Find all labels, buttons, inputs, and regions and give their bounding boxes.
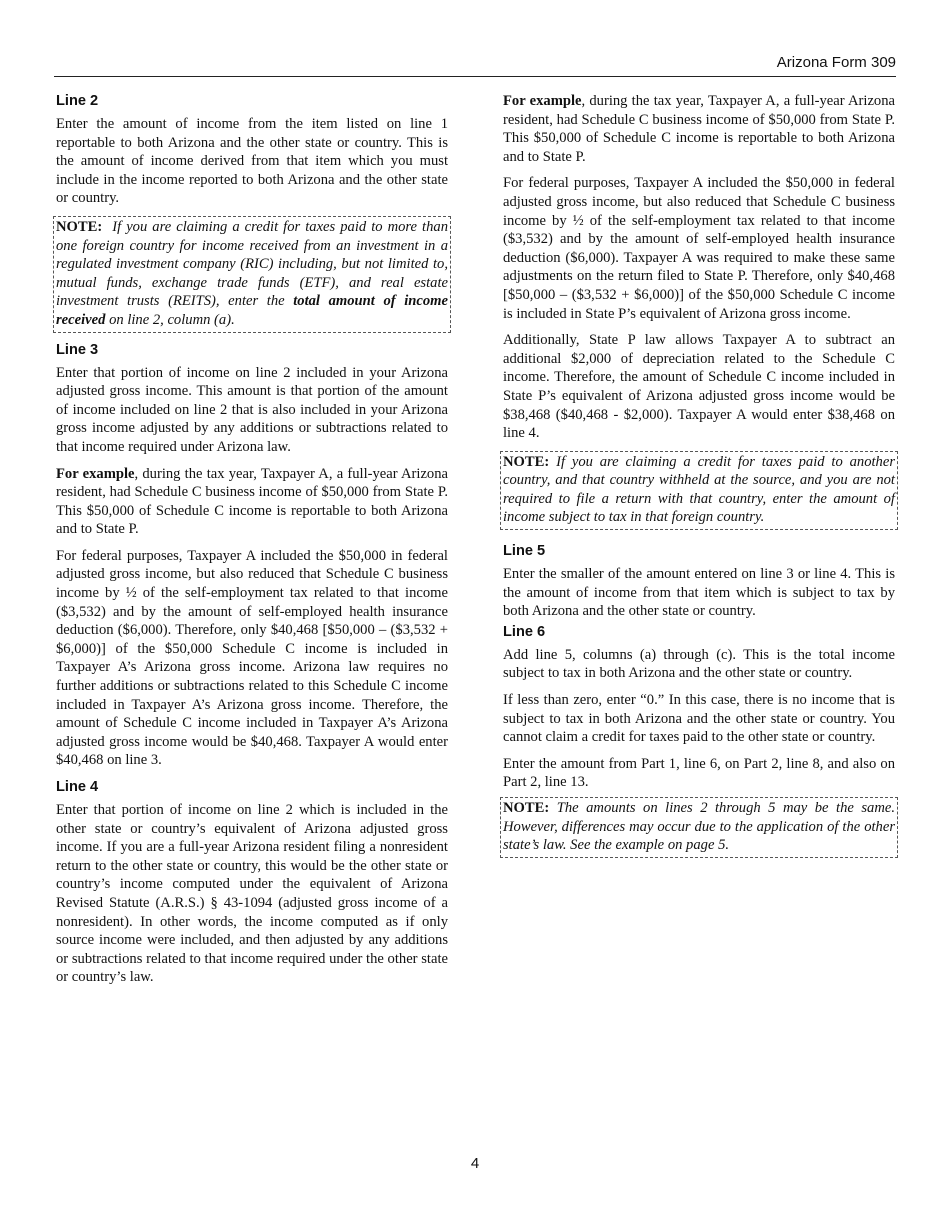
note-text-before: If you are claiming a credit for taxes paid to more than one foreign country for income received from an investment in a regulated investment company (RIC) including, but not limited to, mutual funds, exchange trade funds (ETF), and real estate investment trusts (REITS), enter the (56, 218, 448, 310)
note-label: NOTE: (503, 800, 550, 816)
line-4-example (503, 92, 895, 166)
left-column (56, 92, 448, 995)
line-2-section (56, 92, 448, 333)
example-label: For example (56, 465, 135, 482)
line-4-federal: For federal purposes, Taxpayer A included the $50,000 in federal adjusted gross income, but also reduced that Schedule C business income by ½ of the self-employment tax related to that income ($3,532) and by the amount of self-employed health insurance deduction ($6,000). Taxpayer A was required to make these same adjustments on the return filed to State P. Therefore, only $40,468 [$50,000 – ($3,532 + $6,000)] of the $50,000 Schedule C income is included in State P’s equivalent of Arizona gross income. (503, 175, 895, 322)
line-3-federal: For federal purposes, Taxpayer A included the $50,000 in federal adjusted gross income, but also reduced that Schedule C business income by ½ of the self-employment tax related to that income ($3,532) and by the amount of self-employed health insurance deduction ($6,000). Therefore, only $40,468 [$50,000 – ($3,532 + $6,000)] of the $50,000 Schedule C income is included in Taxpayer A’s Arizona gross income. Arizona law requires no further additions or subtractions related to this Schedule C income included in Taxpayer A’s Arizona gross income. Therefore, the amount of Schedule C income included in Taxpayer A’s Arizona adjusted gross income would be $40,468. Taxpayer A would enter $40,468 on line 3. (56, 547, 448, 769)
line-5-section (503, 542, 895, 621)
note-text: If you are claiming a credit for taxes paid to another country, and that country withheld at the source, and you are not required to file a return with that country, enter the amount of income subject to tax in that foreign country. (503, 453, 895, 526)
page-number: 4 (470, 1155, 480, 1172)
line-5-text: Enter the smaller of the amount entered on line 3 or line 4. This is the amount of income from that item which is subject to tax by both Arizona and the other state or country. (503, 566, 895, 620)
line-5-heading: Line 5 (503, 543, 546, 560)
example-label: For example (503, 93, 582, 109)
right-column (503, 92, 895, 866)
line-4-note (500, 451, 898, 530)
line-4-additional: Additionally, State P law allows Taxpayer A to subtract an additional $2,000 of depreciation related to the Schedule C income. Therefore, the amount of Schedule C income included in State P’s equivalent of Arizona adjusted gross income would be $38,468 ($40,468 - $2,000). Taxpayer A would enter $38,468 on line 4. (503, 332, 895, 442)
page-header (54, 54, 896, 77)
line-6-text-3: Enter the amount from Part 1, line 6, on Part 2, line 8, and also on Part 2, line 13. (503, 755, 895, 791)
example-text: , during the tax year, Taxpayer A, a full-year Arizona resident, had Schedule C business income of $50,000 from State P. This $50,000 of Schedule C income is reportable to both Arizona and to State P. (503, 93, 896, 165)
line-3-heading: Line 3 (56, 341, 99, 358)
note-emphasis: total amount of income received (56, 293, 449, 328)
line-3-example (56, 465, 448, 539)
line-3-section (56, 341, 448, 770)
line-6-note (500, 797, 898, 858)
note-text-after: on line 2, column (a). (109, 311, 235, 328)
line-3-text: Enter that portion of income on line 2 included in your Arizona adjusted gross income. This amount is that portion of the amount of income included on line 2 that is also included in your Arizona gross income adjusted by any additions or subtractions related to that income required under Arizona law. (56, 364, 448, 455)
line-6-section (503, 623, 895, 858)
line-6-heading: Line 6 (503, 623, 546, 640)
line-4-section (56, 778, 448, 987)
note-label: NOTE: (56, 218, 103, 235)
line-2-heading: Line 2 (56, 93, 99, 109)
line-6-text-2: If less than zero, enter “0.” In this case, there is no income that is subject to tax in both Arizona and the other state or country. You cannot claim a credit for taxes paid to the other state or country. (503, 692, 895, 746)
example-text: , during the tax year, Taxpayer A, a full-year Arizona resident, had Schedule C business income of $50,000 from State P. This $50,000 of Schedule C income is reportable to both Arizona and to State P. (56, 465, 449, 538)
line-4-text: Enter that portion of income on line 2 which is included in the other state or country’s equivalent of Arizona adjusted gross income. If you are a full-year Arizona resident filing a nonresident return to the other state or country, this would be the other state or country’s income computed under the equivalent of Arizona Revised Statute (A.R.S.) § 43-1094 (adjusted gross income of a nonresident). In other words, the income computed as if only source income were included, and then adjusted by any additions or subtractions related to that income required under the other state or country’s law. (56, 802, 448, 986)
form-title: Arizona Form 309 (776, 54, 896, 71)
note-text: The amounts on lines 2 through 5 may be the same. However, differences may occur due to the application of the other state’s law. See the example on page 5. (503, 800, 895, 854)
line-2-note (53, 216, 451, 333)
line-4-heading: Line 4 (56, 779, 99, 795)
note-label: NOTE: (503, 453, 550, 470)
line-6-text-1: Add line 5, columns (a) through (c). This is the total income subject to tax in both Arizona and the other state or country. (503, 646, 895, 682)
line-2-text: Enter the amount of income from the item listed on line 1 reportable to both Arizona and the other state or country. This is the amount of income derived from that item which you must include in the income reported to both Arizona and the other state or country. (56, 116, 448, 207)
